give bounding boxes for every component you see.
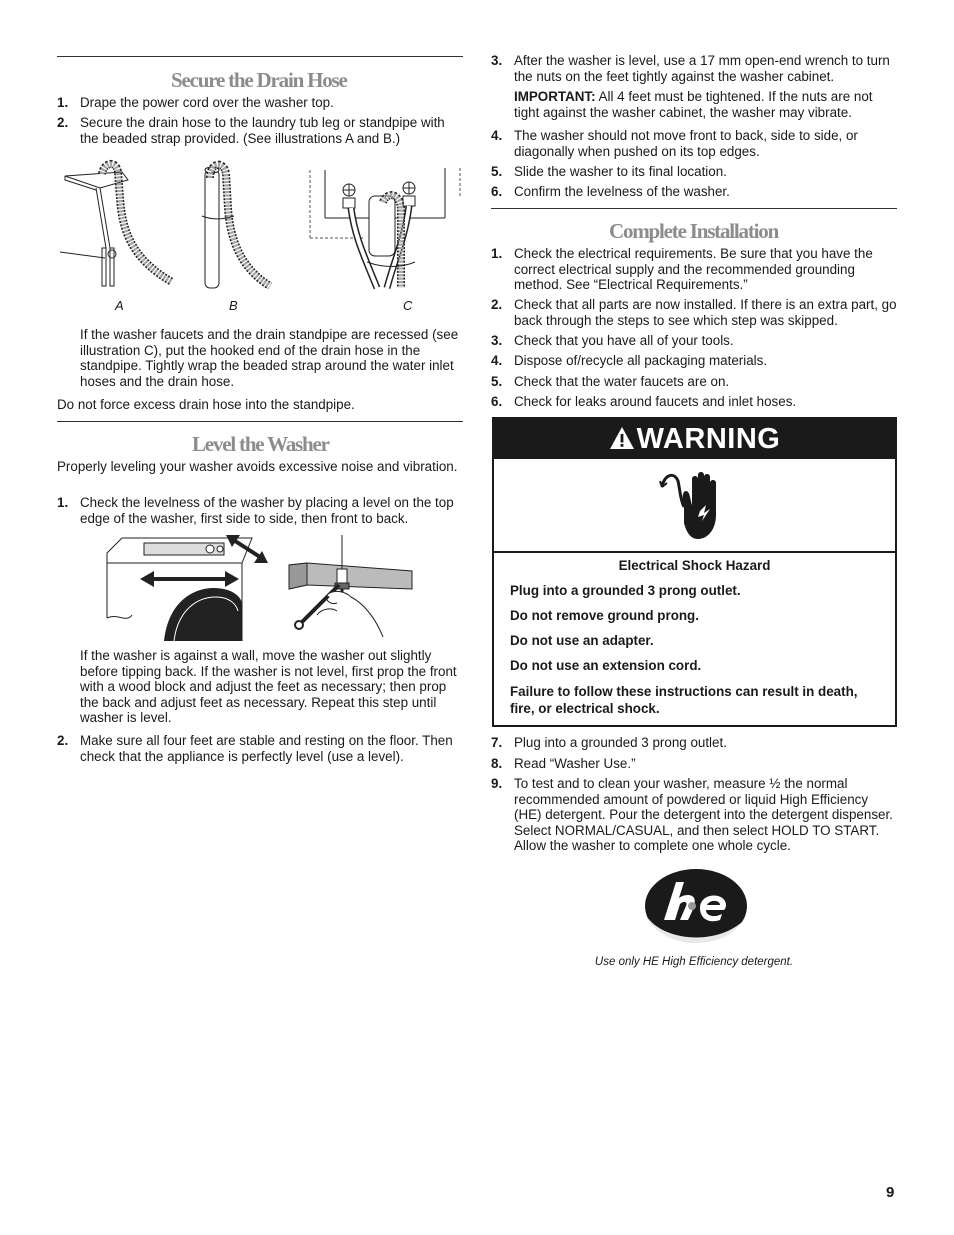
step-number: 5.: [491, 164, 503, 179]
section-rule: [57, 56, 463, 57]
heading-complete-installation: Complete Installation: [609, 219, 779, 243]
illustration-a-laundry-tub: [60, 158, 180, 293]
warning-hazard-title: Electrical Shock Hazard: [618, 558, 771, 573]
step-text: Check the electrical requirements. Be sure that you have the correct electrical supply and the recommended grounding method. See “Electrical Requirements.”: [514, 246, 873, 293]
step-text: Check the levelness of the washer by placing a level on the top edge of the washer, first side to side, then front to back.: [80, 495, 454, 526]
step-number: 4.: [491, 353, 503, 368]
list-item: [491, 353, 897, 369]
important-text: All 4 feet must be tightened. If the nuts are not tight against the washer cabinet, the washer may vibrate.: [514, 89, 873, 120]
step-text: Check for leaks around faucets and inlet hoses.: [514, 394, 797, 409]
list-item: [491, 53, 897, 85]
warning-line: Do not use an extension cord.: [510, 658, 702, 673]
list-item: [491, 333, 897, 349]
list-item: [491, 184, 897, 200]
step-number: 2.: [57, 733, 69, 748]
warning-line: Do not use an adapter.: [510, 633, 654, 648]
step-text: The washer should not move front to back, side to side, or diagonally when pushed on its top edges.: [514, 128, 858, 159]
list-item: [491, 297, 897, 329]
step-number: 9.: [491, 776, 503, 791]
step-text: Read “Washer Use.”: [514, 756, 636, 771]
list-item: [491, 374, 897, 390]
section-rule: [57, 421, 463, 422]
step-number: 4.: [491, 128, 503, 143]
warning-title: [494, 424, 895, 454]
important-label: IMPORTANT:: [514, 89, 596, 104]
page-number: 9: [886, 1184, 895, 1201]
important-note: [514, 89, 897, 120]
list-item: [491, 776, 897, 856]
list-item: [491, 394, 897, 410]
illustration-c-recessed-standpipe: [305, 158, 465, 293]
step-text: Drape the power cord over the washer top.: [80, 95, 334, 110]
warning-triangle-icon: [609, 426, 635, 450]
section-rule: [491, 208, 897, 209]
step-number: 1.: [57, 95, 69, 110]
step-number: 2.: [491, 297, 503, 312]
step-number: 6.: [491, 394, 503, 409]
step-number: 2.: [57, 115, 69, 130]
step-text: Dispose of/recycle all packaging materials.: [514, 353, 768, 368]
list-item: [491, 128, 897, 160]
warning-box: [492, 417, 897, 727]
step-text: After the washer is level, use a 17 mm open-end wrench to turn the nuts on the feet tightly against the washer cabinet.: [514, 53, 890, 84]
electrical-shock-hand-icon: [660, 469, 730, 543]
list-item: [57, 95, 463, 111]
illustration-level-washer-top: [102, 533, 272, 643]
warning-line: Plug into a grounded 3 prong outlet.: [510, 583, 741, 598]
he-caption: Use only HE High Efficiency detergent.: [594, 956, 794, 968]
list-item: [57, 115, 463, 147]
heading-level-the-washer: Level the Washer: [192, 432, 329, 456]
warning-line: Failure to follow these instructions can result in death, fire, or electrical shock.: [510, 684, 858, 716]
list-item: [491, 735, 897, 751]
step-text: Make sure all four feet are stable and resting on the floor. Then check that the appliance is perfectly level (use a level).: [80, 733, 453, 764]
step-text: Plug into a grounded 3 prong outlet.: [514, 735, 727, 750]
step-number: 8.: [491, 756, 503, 771]
step-text: Check that all parts are now installed. If there is an extra part, go back through the steps to see which step was skipped.: [514, 297, 897, 328]
step-number: 6.: [491, 184, 503, 199]
list-item: [491, 164, 897, 180]
he-logo-icon: [644, 868, 748, 944]
step-number: 3.: [491, 333, 503, 348]
step-number: 5.: [491, 374, 503, 389]
step-number: 7.: [491, 735, 503, 750]
step-text: Confirm the levelness of the washer.: [514, 184, 730, 199]
illustration-b-standpipe: [190, 158, 290, 293]
warning-title-text: WARNING: [636, 423, 781, 455]
step-text: To test and to clean your washer, measure ½ the normal recommended amount of powdered or liquid High Efficiency (HE) detergent. Pour the detergent into the detergent dispenser. Select NORMAL/CASUAL, and then select HOLD TO START. Allow the washer to complete one whole cycle.: [514, 776, 893, 854]
list-item: [57, 733, 463, 765]
warning-header: [494, 419, 895, 459]
step-number: 1.: [491, 246, 503, 261]
step-text: Check that the water faucets are on.: [514, 374, 730, 389]
list-item: [57, 495, 463, 527]
step-text: Check that you have all of your tools.: [514, 333, 734, 348]
recessed-note: If the washer faucets and the drain standpipe are recessed (see illustration C), put the hooked end of the drain hose in the standpipe. Tightly wrap the beaded strap around the water inlet hoses and the drain hose.: [80, 327, 459, 389]
illustration-caption-a: A: [115, 298, 124, 313]
step-number: 3.: [491, 53, 503, 68]
illustration-adjust-foot-wrench: [287, 533, 417, 643]
warning-icon-band: [494, 459, 895, 553]
step-text: Slide the washer to its final location.: [514, 164, 727, 179]
step-text: Secure the drain hose to the laundry tub leg or standpipe with the beaded strap provided. (See illustrations A and B.): [80, 115, 445, 146]
step-number: 1.: [57, 495, 69, 510]
illustration-caption-c: C: [403, 298, 413, 313]
list-item: [491, 246, 897, 294]
illustration-caption-b: B: [229, 298, 238, 313]
level-intro: Properly leveling your washer avoids excessive noise and vibration.: [57, 459, 458, 474]
list-item: [491, 756, 897, 772]
heading-secure-drain-hose: Secure the Drain Hose: [171, 68, 347, 92]
warning-line: Do not remove ground prong.: [510, 608, 699, 623]
force-note: Do not force excess drain hose into the standpipe.: [57, 397, 355, 412]
wall-note: If the washer is against a wall, move the washer out slightly before tipping back. If the washer is not level, first prop the front with a wood block and adjust the feet as necessary; then prop the back and adjust feet as necessary. Repeat this step until washer is level.: [80, 648, 457, 726]
